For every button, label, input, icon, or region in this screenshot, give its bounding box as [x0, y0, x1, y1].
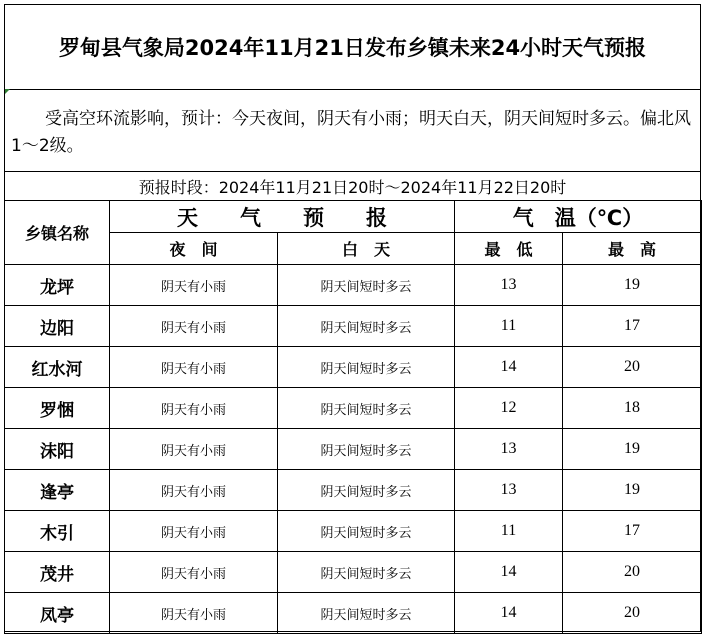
- day-weather-cell: 阴天间短时多云: [278, 265, 455, 306]
- day-weather-cell: 阴天间短时多云: [278, 593, 455, 634]
- day-weather-cell: 阴天间短时多云: [278, 552, 455, 593]
- town-name-cell: 罗悃: [5, 388, 110, 429]
- table-row: [5, 265, 702, 306]
- max-temp-cell: 17: [563, 306, 702, 347]
- min-temp-cell: 11: [455, 511, 563, 552]
- table-row: [5, 511, 702, 552]
- town-name-cell: 逢亭: [5, 470, 110, 511]
- town-name-cell: 红水河: [5, 347, 110, 388]
- max-temp-cell: 20: [563, 552, 702, 593]
- table-row: [5, 306, 702, 347]
- table-row: [5, 552, 702, 593]
- night-weather-cell: 阴天有小雨: [110, 470, 278, 511]
- min-temp-cell: 13: [455, 265, 563, 306]
- night-weather-cell: 阴天有小雨: [110, 552, 278, 593]
- night-weather-cell: 阴天有小雨: [110, 429, 278, 470]
- min-temp-cell: 12: [455, 388, 563, 429]
- max-temp-cell: 18: [563, 388, 702, 429]
- min-temp-cell: 11: [455, 306, 563, 347]
- header-min-temp: 最 低: [455, 233, 563, 265]
- forecast-sheet: [4, 4, 701, 632]
- night-weather-cell: 阴天有小雨: [110, 265, 278, 306]
- table-row: [5, 347, 702, 388]
- min-temp-cell: 13: [455, 429, 563, 470]
- header-weather-forecast: 天 气 预 报: [110, 201, 455, 233]
- day-weather-cell: 阴天间短时多云: [278, 347, 455, 388]
- table-row: [5, 388, 702, 429]
- header-row-sub: [5, 233, 702, 265]
- day-weather-cell: 阴天间短时多云: [278, 429, 455, 470]
- max-temp-cell: 17: [563, 511, 702, 552]
- night-weather-cell: 阴天有小雨: [110, 593, 278, 634]
- night-weather-cell: 阴天有小雨: [110, 511, 278, 552]
- min-temp-cell: 13: [455, 470, 563, 511]
- header-day: 白 天: [278, 233, 455, 265]
- forecast-summary: 受高空环流影响，预计：今天夜间，阴天有小雨；明天白天，阴天间短时多云。偏北风1～2级。: [5, 90, 700, 172]
- day-weather-cell: 阴天间短时多云: [278, 306, 455, 347]
- night-weather-cell: 阴天有小雨: [110, 347, 278, 388]
- max-temp-cell: 19: [563, 470, 702, 511]
- header-night: 夜 间: [110, 233, 278, 265]
- min-temp-cell: 14: [455, 552, 563, 593]
- max-temp-cell: 19: [563, 429, 702, 470]
- town-name-cell: 凤亭: [5, 593, 110, 634]
- day-weather-cell: 阴天间短时多云: [278, 511, 455, 552]
- header-temperature: 气 温（℃）: [455, 201, 702, 233]
- night-weather-cell: 阴天有小雨: [110, 306, 278, 347]
- table-row: [5, 429, 702, 470]
- forecast-period: 预报时段：2024年11月21日20时～2024年11月22日20时: [5, 172, 700, 201]
- max-temp-cell: 20: [563, 347, 702, 388]
- town-name-cell: 龙坪: [5, 265, 110, 306]
- min-temp-cell: 14: [455, 593, 563, 634]
- max-temp-cell: 19: [563, 265, 702, 306]
- max-temp-cell: 20: [563, 593, 702, 634]
- town-name-cell: 沫阳: [5, 429, 110, 470]
- town-name-cell: 边阳: [5, 306, 110, 347]
- night-weather-cell: 阴天有小雨: [110, 388, 278, 429]
- header-town-name: 乡镇名称: [5, 201, 110, 265]
- forecast-table: [4, 200, 702, 634]
- town-name-cell: 木引: [5, 511, 110, 552]
- min-temp-cell: 14: [455, 347, 563, 388]
- table-row: [5, 470, 702, 511]
- town-name-cell: 茂井: [5, 552, 110, 593]
- header-row-top: [5, 201, 702, 233]
- day-weather-cell: 阴天间短时多云: [278, 470, 455, 511]
- day-weather-cell: 阴天间短时多云: [278, 388, 455, 429]
- header-max-temp: 最 高: [563, 233, 702, 265]
- page-title: 罗甸县气象局2024年11月21日发布乡镇未来24小时天气预报: [5, 5, 700, 90]
- table-row: [5, 593, 702, 634]
